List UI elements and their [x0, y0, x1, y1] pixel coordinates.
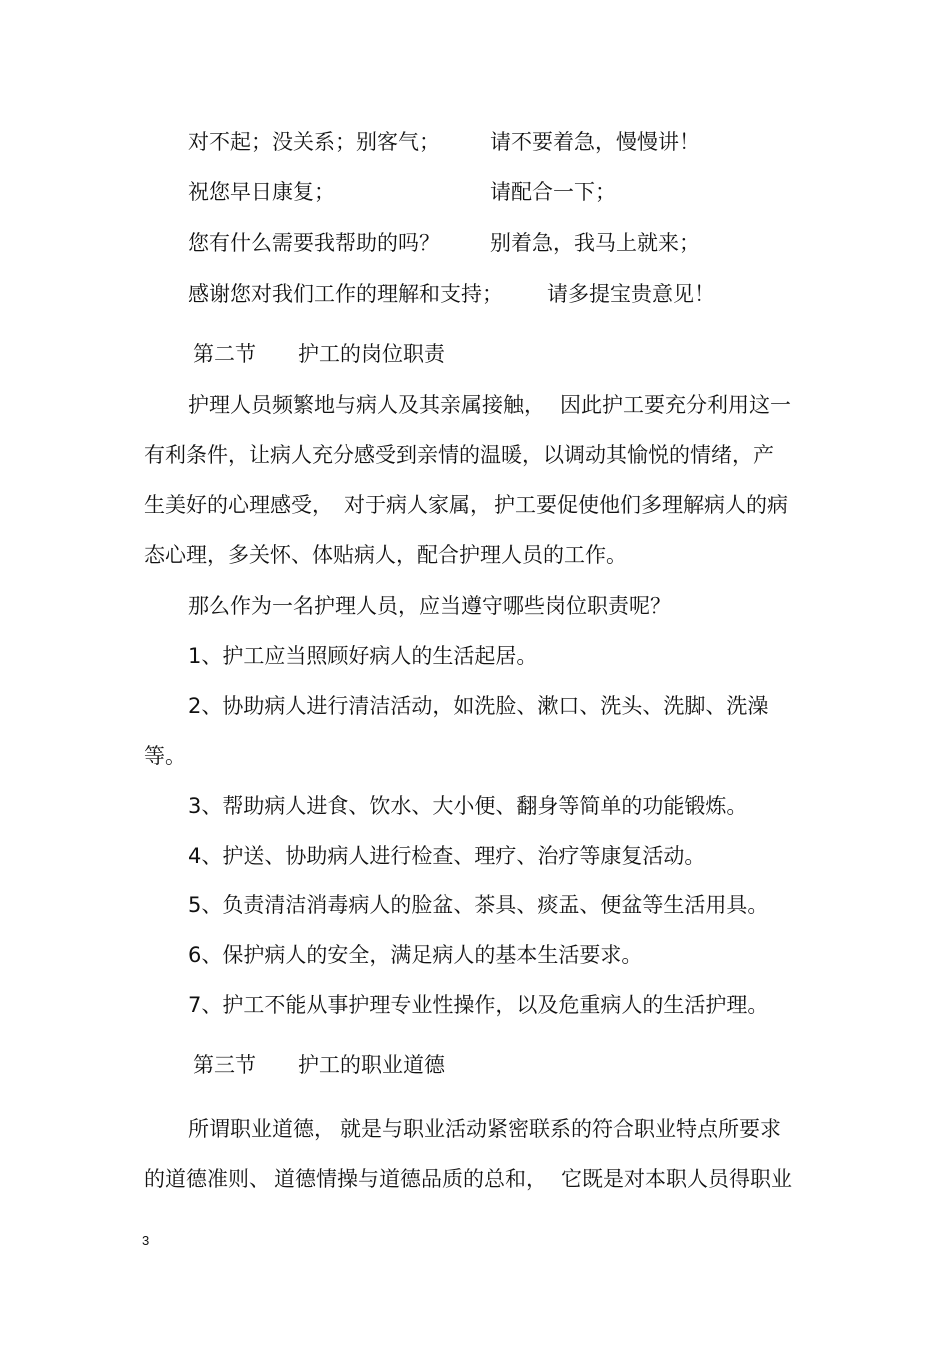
- section2-para-line: 对于病人家属，: [344, 493, 491, 517]
- section3-title: 护工的职业道德: [298, 1053, 445, 1077]
- section2-para-line: 因此护工要充分利用这一: [560, 393, 791, 417]
- section3-number: 第三节: [193, 1053, 256, 1077]
- section2-para-line: 态心理，多关怀、体贴病人，配合护理人员的工作。: [144, 543, 627, 567]
- phrase-left-1: 对不起；没关系；别客气；: [188, 130, 440, 154]
- section2-title: 护工的岗位职责: [298, 342, 445, 366]
- section3-para-line: 它既是对本职人员得职业: [561, 1167, 792, 1191]
- section3-para-line: 就是与职业活动紧密联系的符合职业特点所要求: [340, 1117, 781, 1141]
- section2-para-line: 有利条件，让病人充分感受到亲情的温暖，以调动其愉悦的情绪，产: [144, 443, 774, 467]
- phrase-right-2: 请配合一下；: [490, 180, 616, 204]
- phrase-right-3: 别着急，我马上就来；: [490, 231, 700, 255]
- duty-item: 3、帮助病人进食、饮水、大小便、翻身等简单的功能锻炼。: [188, 794, 748, 818]
- duty-item: 7、护工不能从事护理专业性操作，以及危重病人的生活护理。: [188, 993, 769, 1017]
- duty-item: 2、协助病人进行清洁活动，如洗脸、漱口、洗头、洗脚、洗澡: [188, 694, 769, 718]
- phrase-left-2: 祝您早日康复；: [188, 180, 335, 204]
- duty-item: 1、护工应当照顾好病人的生活起居。: [188, 644, 538, 668]
- section3-para-line: 所谓职业道德，: [188, 1117, 335, 1141]
- phrase-left-4: 感谢您对我们工作的理解和支持；: [188, 282, 503, 306]
- section3-para-line: 的道德准则、: [144, 1167, 270, 1191]
- duty-item: 6、保护病人的安全，满足病人的基本生活要求。: [188, 943, 643, 967]
- section2-para-line: 护工要促使他们多理解病人的病: [494, 493, 788, 517]
- phrase-right-1: 请不要着急，慢慢讲！: [490, 130, 700, 154]
- page-number: 3: [142, 1233, 150, 1248]
- duty-item: 5、负责清洁消毒病人的脸盆、茶具、痰盂、便盆等生活用具。: [188, 893, 769, 917]
- duty-item-continuation: 等。: [144, 744, 186, 768]
- section2-number: 第二节: [193, 342, 256, 366]
- section2-para-line: 护理人员频繁地与病人及其亲属接触，: [188, 393, 545, 417]
- phrase-left-3: 您有什么需要我帮助的吗？: [188, 231, 440, 255]
- phrase-right-4: 请多提宝贵意见！: [547, 282, 715, 306]
- section2-para-line: 生美好的心理感受，: [144, 493, 333, 517]
- section2-question: 那么作为一名护理人员，应当遵守哪些岗位职责呢？: [188, 594, 671, 618]
- section3-para-line: 道德情操与道德品质的总和，: [274, 1167, 547, 1191]
- duty-item: 4、护送、协助病人进行检查、理疗、治疗等康复活动。: [188, 844, 706, 868]
